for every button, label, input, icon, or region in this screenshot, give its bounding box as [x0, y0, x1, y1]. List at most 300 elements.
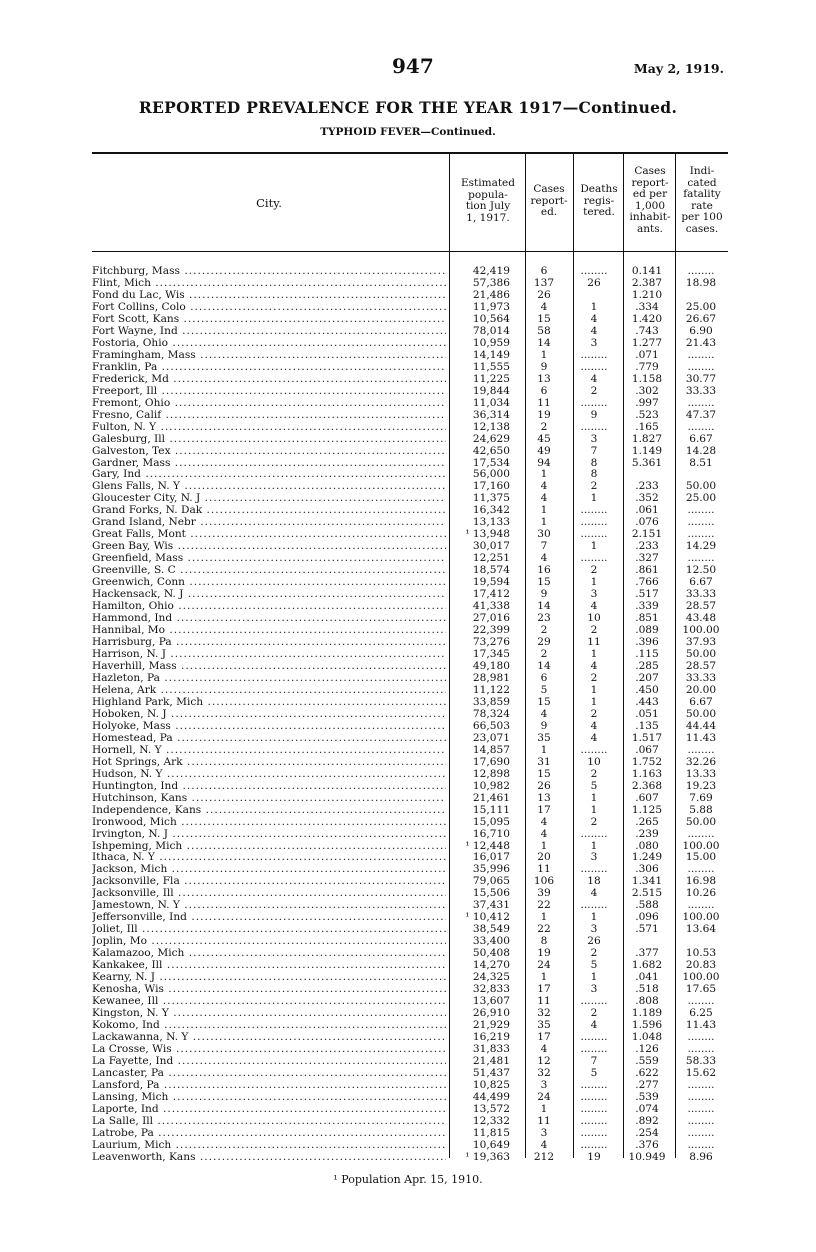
population-cell: 10,825: [472, 1078, 510, 1091]
deaths-cell: ........: [580, 743, 608, 756]
table-row: [92, 672, 728, 684]
cases-cell: 24: [537, 1090, 551, 1103]
table-row: [92, 385, 728, 397]
cases-cell: 35: [537, 731, 551, 744]
fatality-cell: 6.25: [689, 1007, 713, 1020]
city-cell: Fitchburg, Mass .....: [92, 265, 446, 277]
rate-cell: .396: [635, 636, 659, 649]
table-row: [92, 289, 728, 301]
table-row: [92, 313, 728, 325]
fatality-cell: 6.67: [689, 432, 713, 445]
city-cell: Kenosha, Wis .....: [92, 983, 446, 995]
cases-cell: 31: [537, 755, 551, 768]
rate-cell: .089: [635, 624, 659, 637]
deaths-cell: 26: [587, 935, 601, 948]
table-row: [92, 445, 728, 457]
rate-cell: .061: [635, 504, 659, 517]
header-line: cated: [687, 176, 717, 189]
fatality-cell: 14.29: [685, 540, 717, 553]
population-cell: 49,180: [472, 659, 510, 672]
table-row: [92, 840, 728, 852]
population-cell: 13,572: [472, 1102, 510, 1115]
deaths-cell: 18: [587, 875, 601, 888]
rate-cell: .518: [635, 983, 659, 996]
population-cell: ¹ 19,363: [465, 1150, 510, 1163]
deaths-cell: 26: [587, 276, 601, 289]
table-row: [92, 636, 728, 648]
population-cell: 17,690: [472, 755, 510, 768]
rate-cell: .041: [635, 971, 659, 984]
rate-cell: .808: [635, 995, 659, 1008]
population-cell: ¹ 12,448: [465, 839, 510, 852]
header-line: per 100: [681, 211, 723, 223]
rate-cell: .071: [635, 348, 659, 361]
city-cell: Hornell, N. Y .....: [92, 744, 446, 756]
city-cell: Hammond, Ind .....: [92, 612, 446, 624]
fatality-cell: ........: [687, 743, 715, 756]
city-cell: Leavenworth, Kans .....: [92, 1151, 446, 1163]
cases-cell: 15: [537, 312, 551, 325]
cases-cell: 19: [537, 947, 551, 960]
deaths-cell: ........: [580, 1078, 608, 1091]
column-header-city: City.: [256, 196, 282, 210]
fatality-cell: ........: [687, 348, 715, 361]
city-cell: Kewanee, Ill .....: [92, 995, 446, 1007]
population-cell: 12,251: [472, 552, 510, 565]
city-cell: Helena, Ark .....: [92, 684, 446, 696]
city-cell: Great Falls, Mont .....: [92, 528, 446, 540]
deaths-cell: ........: [580, 1138, 608, 1151]
population-cell: 33,859: [472, 695, 510, 708]
population-cell: 36,314: [472, 408, 510, 421]
fatality-cell: ........: [687, 528, 715, 541]
fatality-cell: 20.83: [685, 959, 717, 972]
deaths-cell: ........: [580, 1042, 608, 1055]
header-line: tered.: [583, 206, 615, 218]
city-cell: Haverhill, Mass .....: [92, 660, 446, 672]
deaths-cell: 2: [590, 480, 598, 493]
city-cell: Fulton, N. Y .....: [92, 421, 446, 433]
cases-cell: 26: [537, 288, 551, 301]
cases-cell: 4: [540, 707, 548, 720]
fatality-cell: 15.00: [685, 851, 717, 864]
cases-cell: 17: [537, 1031, 551, 1043]
city-cell: Fort Wayne, Ind .....: [92, 325, 446, 337]
population-cell: 78,324: [472, 707, 510, 720]
city-cell: Hudson, N. Y .....: [92, 768, 446, 780]
population-cell: 19,594: [472, 576, 510, 589]
cases-cell: 5: [540, 683, 548, 696]
table-row: [92, 349, 728, 361]
city-cell: Greenville, S. C .....: [92, 564, 446, 576]
rate-cell: .539: [635, 1090, 659, 1103]
population-cell: 11,034: [472, 396, 510, 409]
deaths-cell: ........: [580, 1102, 608, 1115]
table-row: [92, 1067, 728, 1079]
fatality-cell: 43.48: [685, 612, 717, 625]
cases-cell: 4: [540, 480, 548, 493]
deaths-cell: 1: [590, 695, 598, 708]
cases-cell: 1: [540, 911, 548, 924]
population-cell: 15,506: [472, 887, 510, 900]
deaths-cell: 1: [590, 576, 598, 589]
cases-cell: 3: [540, 1126, 548, 1139]
deaths-cell: 2: [590, 671, 598, 684]
fatality-cell: 14.28: [685, 444, 717, 457]
population-cell: 26,910: [472, 1007, 510, 1020]
table-row: [92, 1031, 728, 1043]
rate-cell: 1.341: [631, 875, 663, 888]
cases-cell: 4: [540, 1138, 548, 1151]
rate-cell: .622: [635, 1066, 659, 1079]
population-cell: 12,138: [472, 420, 510, 433]
table-row: [92, 851, 728, 863]
cases-cell: 24: [537, 959, 551, 972]
population-cell: 32,833: [472, 983, 510, 996]
rate-cell: 1.277: [631, 336, 663, 349]
table-row: [92, 480, 728, 492]
population-cell: 11,815: [472, 1126, 510, 1139]
deaths-cell: ........: [580, 528, 608, 541]
population-cell: 10,564: [472, 312, 510, 325]
city-cell: Harrisburg, Pa .....: [92, 636, 446, 648]
city-cell: Kokomo, Ind .....: [92, 1019, 446, 1031]
table-row: [92, 1007, 728, 1019]
rate-cell: .443: [635, 695, 659, 708]
population-cell: 11,555: [472, 360, 510, 373]
table-row: [92, 361, 728, 373]
rate-cell: .080: [635, 839, 659, 852]
fatality-cell: 19.23: [685, 779, 717, 792]
table-row: [92, 828, 728, 840]
fatality-cell: 100.00: [682, 971, 720, 984]
rate-cell: .277: [635, 1078, 659, 1091]
header-bottom-rule: [92, 251, 728, 252]
population-cell: 11,375: [472, 492, 510, 505]
population-cell: ¹ 13,948: [465, 528, 510, 541]
fatality-cell: 44.44: [685, 719, 717, 732]
cases-cell: 106: [533, 875, 555, 888]
header-line: inhabit-: [629, 211, 671, 223]
table-row: [92, 373, 728, 385]
table-row: [92, 468, 728, 480]
column-header-fatality: [676, 166, 728, 235]
rate-cell: .126: [635, 1042, 659, 1055]
fatality-cell: 33.33: [685, 671, 717, 684]
cases-cell: 1: [540, 516, 548, 529]
cases-cell: 49: [537, 444, 551, 457]
deaths-cell: 3: [590, 923, 598, 936]
table-row: [92, 816, 728, 828]
cases-cell: 11: [537, 396, 551, 409]
city-cell: Laporte, Ind .....: [92, 1103, 446, 1115]
city-cell: Harrison, N. J .....: [92, 648, 446, 660]
rate-cell: 1.125: [631, 803, 663, 816]
data-table-body: [92, 265, 728, 1163]
cases-cell: 30: [537, 528, 551, 541]
header-line: report-: [530, 194, 568, 207]
deaths-cell: ........: [580, 348, 608, 361]
population-cell: 17,534: [472, 456, 510, 469]
city-cell: Lansford, Pa .....: [92, 1079, 446, 1091]
city-cell: Jackson, Mich .....: [92, 863, 446, 875]
cases-cell: 1: [540, 1102, 548, 1115]
header-line: Estimated: [460, 177, 515, 189]
population-cell: 24,325: [472, 971, 510, 984]
rate-cell: .207: [635, 671, 659, 684]
deaths-cell: 4: [590, 731, 598, 744]
rate-cell: .265: [635, 815, 659, 828]
table-row: [92, 971, 728, 983]
table-row: [92, 899, 728, 911]
city-cell: Galesburg, Ill .....: [92, 433, 446, 445]
city-cell: Galveston, Tex .....: [92, 445, 446, 457]
city-cell: Glens Falls, N. Y .....: [92, 480, 446, 492]
fatality-cell: 6.67: [689, 695, 713, 708]
city-cell: Greenwich, Conn .....: [92, 576, 446, 588]
fatality-cell: ........: [687, 1078, 715, 1091]
fatality-cell: ........: [687, 899, 715, 912]
table-row: [92, 504, 728, 516]
fatality-cell: 7.69: [689, 791, 713, 804]
header-line: Deaths: [580, 183, 618, 195]
cases-cell: 13: [537, 372, 551, 385]
cases-cell: 14: [537, 600, 551, 613]
population-cell: 10,649: [472, 1138, 510, 1151]
fatality-cell: 11.43: [685, 1019, 717, 1032]
population-cell: 17,160: [472, 480, 510, 493]
table-row: [92, 528, 728, 540]
rate-cell: .254: [635, 1126, 659, 1139]
table-row: [92, 1139, 728, 1151]
deaths-cell: 1: [590, 648, 598, 660]
deaths-cell: 5: [590, 959, 598, 972]
deaths-cell: 4: [590, 312, 598, 325]
cases-cell: 94: [537, 456, 551, 469]
table-row: [92, 660, 728, 672]
fatality-cell: 50.00: [685, 707, 717, 720]
fatality-cell: 100.00: [682, 839, 720, 852]
population-cell: 57,386: [472, 276, 510, 289]
population-cell: 10,959: [472, 336, 510, 349]
rate-cell: .067: [635, 743, 659, 756]
table-row: [92, 409, 728, 421]
deaths-cell: 2: [590, 624, 598, 637]
population-cell: 13,133: [472, 516, 510, 529]
rate-cell: .377: [635, 947, 659, 960]
rate-cell: 1.682: [631, 959, 663, 972]
fatality-cell: 47.37: [685, 408, 717, 421]
rate-cell: 2.151: [631, 528, 663, 541]
rate-cell: .607: [635, 791, 659, 804]
deaths-cell: ........: [580, 1090, 608, 1103]
fatality-cell: 28.57: [685, 600, 717, 613]
rate-cell: .523: [635, 408, 659, 421]
table-row: [92, 492, 728, 504]
city-cell: Jamestown, N. Y .....: [92, 899, 446, 911]
table-row: [92, 648, 728, 660]
table-row: [92, 624, 728, 636]
cases-cell: 11: [537, 863, 551, 876]
city-cell: Hackensack, N. J .....: [92, 588, 446, 600]
deaths-cell: 2: [590, 707, 598, 720]
table-row: [92, 935, 728, 947]
rate-cell: 1.210: [631, 288, 663, 301]
population-cell: 19,844: [472, 384, 510, 397]
population-cell: 22,399: [472, 624, 510, 637]
cases-cell: 1: [540, 504, 548, 517]
population-cell: 14,149: [472, 348, 510, 361]
deaths-cell: 1: [590, 911, 598, 924]
population-cell: 13,607: [472, 995, 510, 1008]
cases-cell: 8: [540, 935, 548, 948]
header-line: 1, 1917.: [466, 211, 510, 224]
population-cell: 37,431: [472, 899, 510, 912]
fatality-cell: 50.00: [685, 648, 717, 660]
city-cell: Hannibal, Mo .....: [92, 624, 446, 636]
table-row: [92, 995, 728, 1007]
table-row: [92, 1043, 728, 1055]
rate-cell: 1.163: [631, 767, 663, 780]
city-cell: Hazleton, Pa .....: [92, 672, 446, 684]
header-line: Indi-: [689, 165, 715, 177]
header-line: 1,000: [634, 199, 666, 212]
fatality-cell: ........: [687, 396, 715, 409]
table-row: [92, 947, 728, 959]
fatality-cell: ........: [687, 504, 715, 517]
table-subtitle: TYPHOID FEVER—Continued.: [320, 126, 496, 138]
deaths-cell: 11: [587, 636, 601, 649]
population-cell: 50,408: [472, 947, 510, 960]
rate-cell: 1.752: [631, 755, 663, 768]
rate-cell: .997: [635, 396, 659, 409]
population-cell: 17,345: [472, 648, 510, 660]
rate-cell: .074: [635, 1102, 659, 1115]
table-row: [92, 516, 728, 528]
table-row: [92, 1127, 728, 1139]
fatality-cell: 100.00: [682, 624, 720, 637]
table-row: [92, 1019, 728, 1031]
cases-cell: 11: [537, 1114, 551, 1127]
cases-cell: 2: [540, 624, 548, 637]
cases-cell: 2: [540, 420, 548, 433]
deaths-cell: 10: [587, 612, 601, 625]
rate-cell: .096: [635, 911, 659, 924]
table-row: [92, 277, 728, 289]
table-row: [92, 421, 728, 433]
rate-cell: 1.048: [631, 1031, 663, 1043]
header-line: Cases: [634, 165, 666, 177]
population-cell: 42,650: [472, 444, 510, 457]
table-row: [92, 540, 728, 552]
cases-cell: 58: [537, 324, 551, 337]
fatality-cell: 5.88: [689, 803, 713, 816]
rate-cell: .327: [635, 552, 659, 565]
rate-cell: 1.517: [631, 731, 663, 744]
fatality-cell: ........: [687, 516, 715, 529]
deaths-cell: 3: [590, 851, 598, 864]
deaths-cell: ........: [580, 504, 608, 517]
deaths-cell: 1: [590, 683, 598, 696]
population-cell: 12,898: [472, 767, 510, 780]
header-line: ed.: [540, 206, 558, 218]
city-cell: Jacksonville, Ill .....: [92, 887, 446, 899]
table-row: [92, 1079, 728, 1091]
deaths-cell: 2: [590, 947, 598, 960]
cases-cell: 212: [533, 1150, 555, 1163]
cases-cell: 1: [540, 971, 548, 984]
cases-cell: 6: [540, 384, 548, 397]
city-cell: Fostoria, Ohio .....: [92, 337, 446, 349]
deaths-cell: 2: [590, 815, 598, 828]
city-cell: Frederick, Md .....: [92, 373, 446, 385]
publication-date: May 2, 1919.: [633, 61, 724, 76]
city-cell: Grand Forks, N. Dak .....: [92, 504, 446, 516]
fatality-cell: ........: [687, 552, 715, 565]
header-line: regis-: [583, 194, 615, 207]
city-cell: Fond du Lac, Wis .....: [92, 289, 446, 301]
cases-cell: 9: [540, 588, 548, 601]
population-cell: 10,982: [472, 779, 510, 792]
table-row: [92, 325, 728, 337]
population-cell: 15,095: [472, 815, 510, 828]
cases-cell: 11: [537, 995, 551, 1008]
cases-cell: 1: [540, 468, 548, 481]
cases-cell: 29: [537, 636, 551, 649]
city-cell: Joplin, Mo .....: [92, 935, 446, 947]
fatality-cell: 25.00: [685, 300, 717, 313]
population-cell: 35,996: [472, 863, 510, 876]
rate-cell: .588: [635, 899, 659, 912]
deaths-cell: 4: [590, 1019, 598, 1032]
fatality-cell: 25.00: [685, 492, 717, 505]
fatality-cell: 100.00: [682, 911, 720, 924]
city-cell: Fort Collins, Colo .....: [92, 301, 446, 313]
fatality-cell: 8.96: [689, 1150, 713, 1163]
population-cell: 12,332: [472, 1114, 510, 1127]
table-row: [92, 792, 728, 804]
cases-cell: 16: [537, 564, 551, 577]
population-cell: 73,276: [472, 636, 510, 649]
table-row: [92, 564, 728, 576]
city-cell: Jeffersonville, Ind .....: [92, 911, 446, 923]
cases-cell: 12: [537, 1054, 551, 1067]
population-cell: 38,549: [472, 923, 510, 936]
city-cell: Laurium, Mich .....: [92, 1139, 446, 1151]
header-line: Cases: [533, 183, 565, 195]
cases-cell: 32: [537, 1007, 551, 1020]
cases-cell: 17: [537, 983, 551, 996]
deaths-cell: 19: [587, 1150, 601, 1163]
population-cell: 66,503: [472, 719, 510, 732]
deaths-cell: 4: [590, 719, 598, 732]
deaths-cell: 4: [590, 659, 598, 672]
cases-cell: 26: [537, 779, 551, 792]
population-cell: 30,017: [472, 540, 510, 553]
city-cell: Jacksonville, Fla .....: [92, 875, 446, 887]
city-cell: Hutchinson, Kans .....: [92, 792, 446, 804]
rate-cell: .571: [635, 923, 659, 936]
header-line: ants.: [637, 222, 663, 235]
deaths-cell: 1: [590, 839, 598, 852]
rate-cell: .285: [635, 659, 659, 672]
deaths-cell: 9: [590, 408, 598, 421]
deaths-cell: 4: [590, 600, 598, 613]
rate-cell: .302: [635, 384, 659, 397]
cases-cell: 4: [540, 552, 548, 565]
population-cell: 21,461: [472, 791, 510, 804]
rate-cell: .376: [635, 1138, 659, 1151]
